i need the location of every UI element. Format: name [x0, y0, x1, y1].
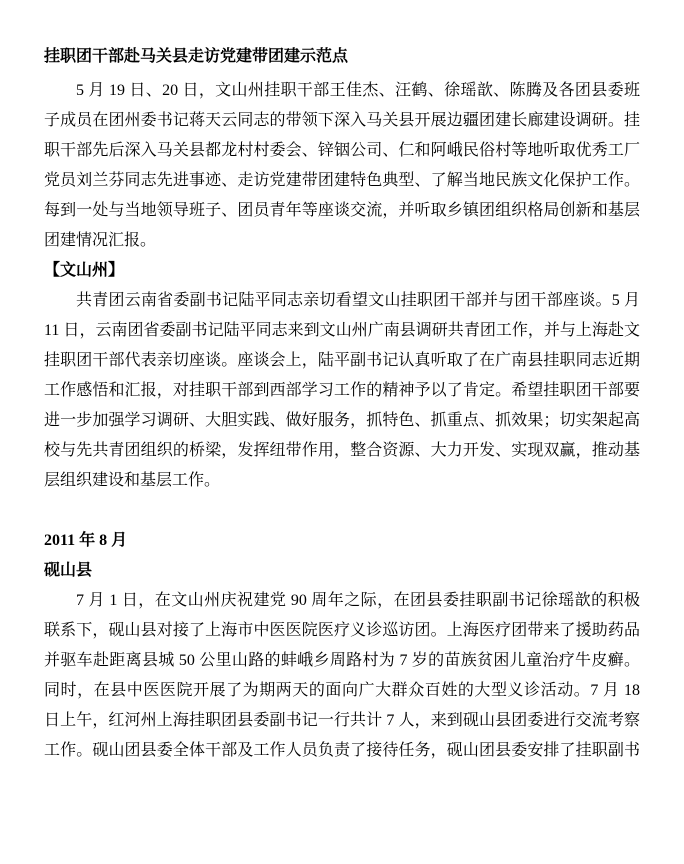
- document-body: [44, 42, 640, 766]
- text-line: 层组织建设和基层工作。: [44, 472, 221, 489]
- text-line: 共青团云南省委副书记陆平同志亲切看望文山挂职团干部并与团干部座谈。5 月: [76, 292, 640, 309]
- text-line: 同时，在县中医医院开展了为期两天的面向广大群众百姓的大型义诊活动。7 月 18: [44, 682, 640, 699]
- text-line: 联系下，砚山县对接了上海市中医医院医疗义诊巡访团。上海医疗团带来了援助药品: [44, 622, 640, 639]
- text-line: 工作。砚山团县委全体干部及工作人员负责了接待任务，砚山团县委安排了挂职副书: [44, 742, 640, 759]
- text-line: 每到一处与当地领导班子、团员青年等座谈交流，并听取乡镇团组织格局创新和基层: [44, 202, 640, 219]
- text-line: 工作感悟和汇报，对挂职干部到西部学习工作的精神予以了肯定。希望挂职团干部要: [44, 382, 640, 399]
- section-heading-date: [44, 526, 640, 556]
- text-line: 5 月 19 日、20 日，文山州挂职干部王佳杰、汪鹤、徐瑶歆、陈腾及各团县委班: [76, 82, 640, 99]
- text-line: 7 月 1 日，在文山州庆祝建党 90 周年之际，在团县委挂职副书记徐瑶歆的积极: [76, 592, 640, 609]
- text-line: 团建情况汇报。: [44, 232, 157, 249]
- text-line: 砚山县: [44, 562, 93, 579]
- paragraph-yanshan-activities: [44, 586, 640, 766]
- text-line: 11 日，云南团省委副书记陆平同志来到文山州广南县调研共青团工作，并与上海赴文: [44, 322, 640, 339]
- text-line: 日上午，红河州上海挂职团县委副书记一行共计 7 人，来到砚山县团委进行交流考察: [44, 712, 640, 729]
- text-line: 2011 年 8 月: [44, 532, 128, 549]
- text-line: 挂职团干部代表亲切座谈。座谈会上，陆平副书记认真听取了在广南县挂职同志近期: [44, 352, 640, 369]
- paragraph-makuan-visit: [44, 76, 640, 256]
- text-line: 并驱车赴距离县城 50 公里山路的蚌峨乡周路村为 7 岁的苗族贫困儿童治疗牛皮癣。: [44, 652, 640, 669]
- blank-line: [44, 496, 640, 526]
- text-line: 【文山州】: [44, 262, 125, 279]
- text-line: 子成员在团州委书记蒋天云同志的带领下深入马关县开展边疆团建长廊建设调研。挂: [44, 112, 640, 129]
- text-line: 职干部先后深入马关县都龙村村委会、锌铟公司、仁和阿峨民俗村等地听取优秀工厂: [44, 142, 640, 159]
- section-heading-wenshanzhou: [44, 256, 640, 286]
- text-line: 挂职团干部赴马关县走访党建带团建示范点: [44, 48, 349, 65]
- text-line: 党员刘兰芬同志先进事迹、走访党建带团建特色典型、了解当地民族文化保护工作。: [44, 172, 640, 189]
- text-line: 进一步加强学习调研、大胆实践、做好服务，抓特色、抓重点、抓效果；切实架起高: [44, 412, 640, 429]
- document-title: [44, 42, 640, 72]
- paragraph-luping-visit: [44, 286, 640, 496]
- text-line: 校与先共青团组织的桥梁，发挥纽带作用，整合资源、大力开发、实现双赢，推动基: [44, 442, 640, 459]
- section-heading-yanshan: [44, 556, 640, 586]
